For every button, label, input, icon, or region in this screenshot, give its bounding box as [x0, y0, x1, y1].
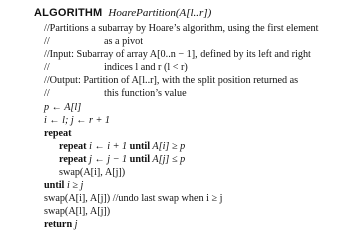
- code-line-return: [44, 218, 78, 231]
- comment-slash-1: //: [44, 36, 50, 47]
- comment-continuation-1: as a pivot: [104, 36, 144, 47]
- comment-line-1: //Partitions a subarray by Hoare’s algorithm, using the first element: [44, 23, 319, 34]
- until-keyword: until: [44, 180, 65, 191]
- comment-line-3: //Output: Partition of A[l..r], with the split position returned as: [44, 75, 299, 86]
- repeat-j-cond: A[j] ≤ p: [150, 154, 186, 165]
- repeat-j-stmt: j ← j − 1: [86, 154, 130, 165]
- code-line-repeat-i: [59, 140, 185, 153]
- repeat-i-cond: A[i] ≥ p: [150, 141, 186, 152]
- algorithm-signature: HoarePartition(A[l..r]): [108, 7, 212, 19]
- code-line-swap-inner: swap(A[i], A[j]): [59, 167, 126, 178]
- repeat-keyword: repeat: [59, 141, 87, 152]
- repeat-keyword: repeat: [59, 154, 87, 165]
- code-line-init: i ← l; j ← r + 1: [44, 115, 111, 126]
- algorithm-keyword: ALGORITHM: [34, 7, 103, 19]
- code-line-repeat-j: [59, 153, 185, 166]
- comment-slash-2: //: [44, 62, 50, 73]
- code-line-pivot: p ← A[l]: [44, 102, 82, 113]
- return-value: j: [72, 219, 78, 230]
- repeat-i-stmt: i ← i + 1: [86, 141, 130, 152]
- comment-slash-3: //: [44, 88, 50, 99]
- until-keyword: until: [129, 154, 151, 165]
- until-cond: i ≥ j: [64, 180, 84, 191]
- code-line-swap-pivot: swap(A[l], A[j]): [44, 206, 111, 217]
- code-line-repeat: repeat: [44, 128, 72, 139]
- comment-line-2: //Input: Subarray of array A[0..n − 1], defined by its left and right: [44, 49, 311, 60]
- comment-continuation-3: this function’s value: [104, 88, 187, 99]
- until-keyword: until: [129, 141, 151, 152]
- algorithm-header: [34, 7, 211, 20]
- code-line-undo-swap: swap(A[i], A[j]) //undo last swap when i ≥ j: [44, 193, 223, 204]
- return-keyword: return: [44, 219, 73, 230]
- code-line-until: [44, 179, 83, 192]
- comment-continuation-2: indices l and r (l < r): [104, 62, 188, 73]
